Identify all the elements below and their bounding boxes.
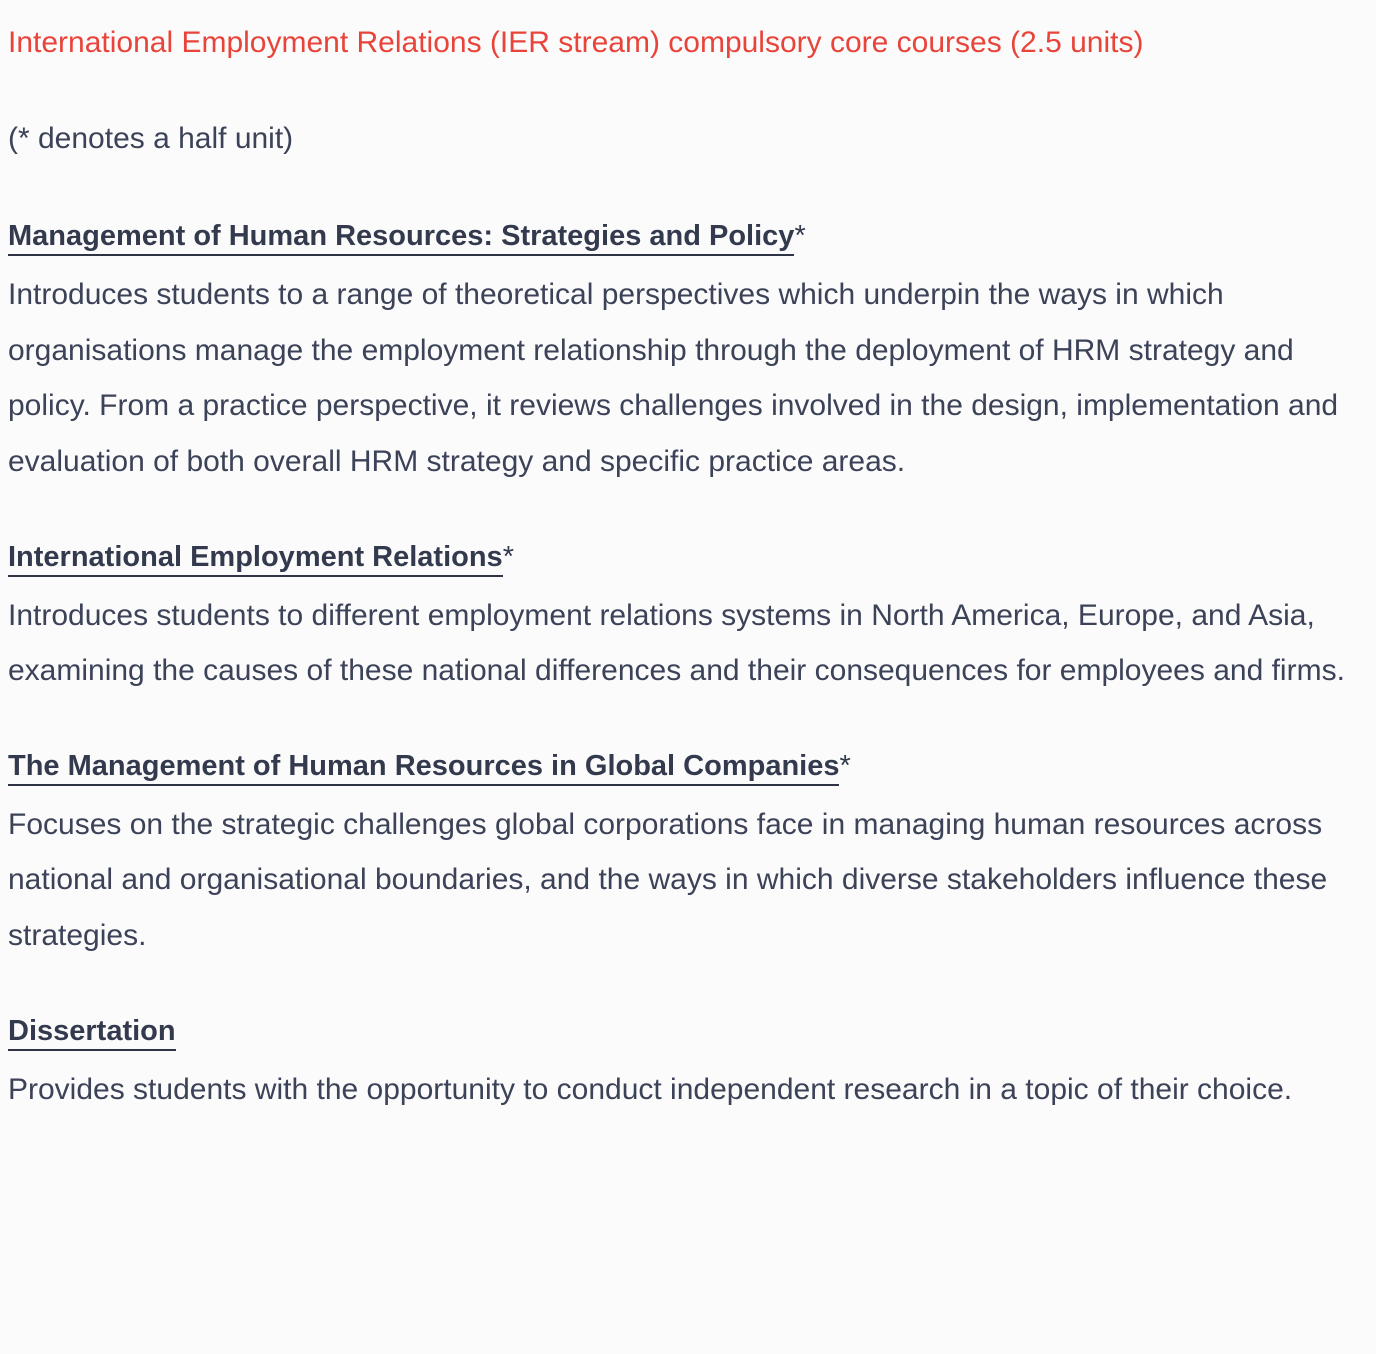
course-half-unit-marker: * bbox=[839, 750, 851, 783]
course-title-text: Dissertation bbox=[8, 1015, 176, 1051]
course-title bbox=[8, 541, 514, 577]
course-description: Provides students with the opportunity to conduct independent research in a topic of their choice. bbox=[8, 1072, 1293, 1106]
half-unit-note: (* denotes a half unit) bbox=[8, 122, 294, 156]
course-title bbox=[8, 220, 806, 256]
course-half-unit-marker: * bbox=[794, 220, 806, 253]
course-entry bbox=[8, 745, 1366, 964]
course-title-text: The Management of Human Resources in Global Companies bbox=[8, 750, 839, 786]
page-title: International Employment Relations (IER stream) compulsory core courses (2.5 units) bbox=[8, 26, 1144, 59]
course-half-unit-marker: * bbox=[502, 541, 514, 574]
course-title bbox=[8, 750, 851, 786]
course-entry bbox=[8, 215, 1366, 490]
course-title-text: Management of Human Resources: Strategies and Policy bbox=[8, 220, 794, 256]
course-description: Introduces students to different employment relations systems in North America, Europe, and Asia, examining the causes of these national differences and their consequences for employees and firms. bbox=[8, 598, 1345, 688]
course-title bbox=[8, 1015, 176, 1051]
course-description: Introduces students to a range of theoretical perspectives which underpin the ways in which organisations manage the employment relationship through the deployment of HRM strategy and policy. From a practice perspective, it reviews challenges involved in the design, implementation and evaluation of both overall HRM strategy and specific practice areas. bbox=[8, 277, 1339, 479]
course-title-text: International Employment Relations bbox=[8, 541, 503, 577]
course-description: Focuses on the strategic challenges global corporations face in managing human resources across national and organisational boundaries, and the ways in which diverse stakeholders influence these strategies. bbox=[8, 807, 1328, 953]
course-entry bbox=[8, 1010, 1366, 1117]
course-entry bbox=[8, 536, 1366, 699]
